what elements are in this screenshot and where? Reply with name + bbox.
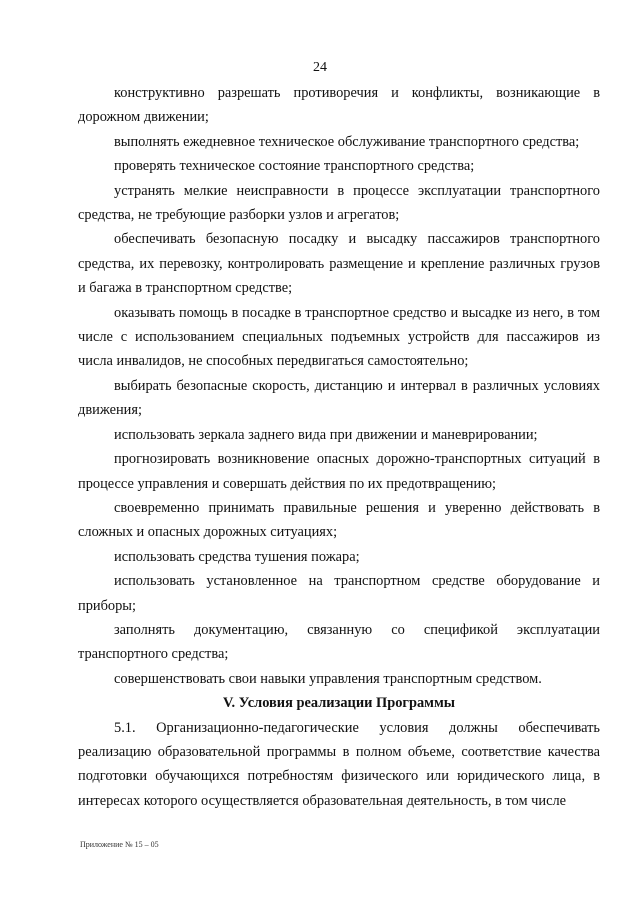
paragraph: заполнять документацию, связанную со спецификой эксплуатации транспортного средства;	[78, 621, 600, 663]
paragraph: обеспечивать безопасную посадку и высадку пассажиров транспортного средства, их перевозку, контролировать размещение и крепление различных грузов и багажа в транспортном средстве;	[78, 231, 600, 297]
paragraph: использовать зеркала заднего вида при движении и маневрировании;	[114, 426, 538, 443]
paragraph: своевременно принимать правильные решения и уверенно действовать в сложных и опасных дорожных ситуациях;	[78, 499, 600, 541]
paragraph: использовать установленное на транспортном средстве оборудование и приборы;	[78, 573, 600, 614]
paragraph: 5.1. Организационно-педагогические условия должны обеспечивать реализацию образовательной программы в полном объеме, соответствие качества подготовки обучающихся потребностям физического или юридического лица, в интересах которого осуществляется образовательная деятельность, в том числе	[78, 719, 600, 809]
footer-note: Приложение № 15 – 05	[80, 840, 159, 849]
paragraph: выбирать безопасные скорость, дистанцию и интервал в различных условиях движения;	[78, 377, 600, 419]
document-body	[78, 81, 600, 813]
paragraph: выполнять ежедневное техническое обслуживание транспортного средства;	[114, 133, 580, 150]
paragraph: устранять мелкие неисправности в процессе эксплуатации транспортного средства, не требующие разборки узлов и агрегатов;	[78, 182, 600, 224]
page-number: 24	[313, 60, 327, 75]
paragraph: использовать средства тушения пожара;	[114, 548, 360, 565]
paragraph: оказывать помощь в посадке в транспортное средство и высадке из него, в том числе с использованием специальных подъемных устройств для пассажиров из числа инвалидов, не способных передвигаться самостоятельно;	[78, 304, 600, 370]
paragraph: прогнозировать возникновение опасных дорожно-транспортных ситуаций в процессе управления и совершать действия по их предотвращению;	[78, 451, 600, 492]
paragraph: проверять техническое состояние транспортного средства;	[114, 158, 475, 175]
paragraph: конструктивно разрешать противоречия и конфликты, возникающие в дорожном движении;	[78, 85, 600, 126]
paragraph: совершенствовать свои навыки управления транспортным средством.	[114, 670, 542, 687]
section-heading: V. Условия реализации Программы	[223, 695, 455, 712]
